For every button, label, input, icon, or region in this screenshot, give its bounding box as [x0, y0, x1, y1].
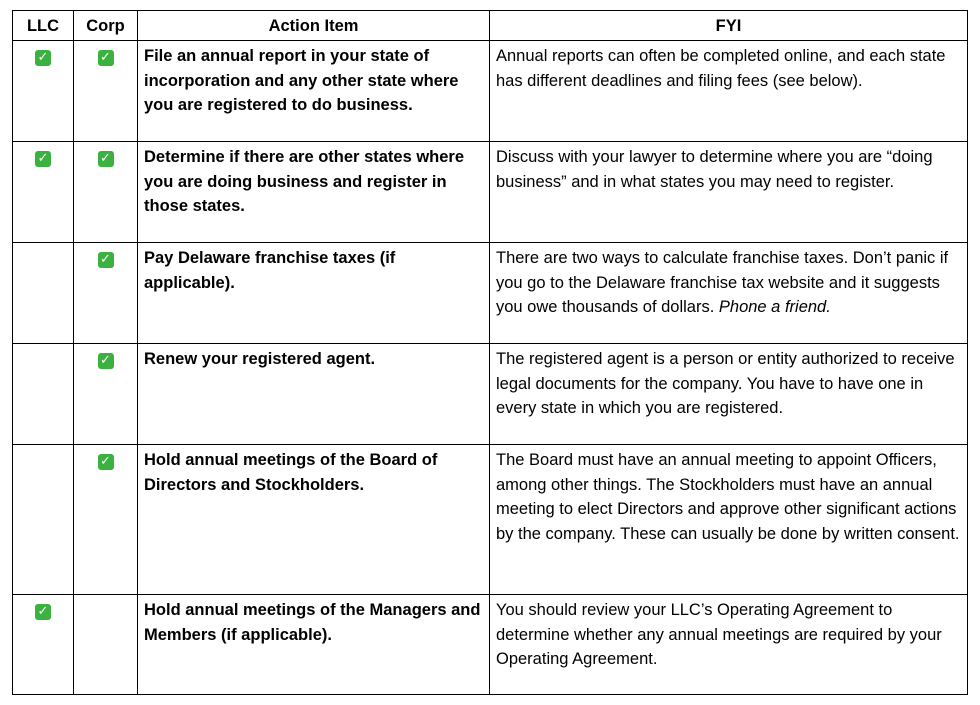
check-mark-icon: ✓: [35, 151, 51, 167]
corp-check-cell: [74, 142, 138, 243]
fyi-cell: [490, 595, 968, 695]
llc-check-cell: [13, 41, 74, 142]
table-row: [13, 445, 968, 595]
table-row: [13, 41, 968, 142]
check-mark-icon: ✓: [35, 50, 51, 66]
header-llc: LLC: [13, 11, 74, 41]
fyi-cell: [490, 445, 968, 595]
action-item-cell: Renew your registered agent.: [138, 344, 490, 445]
action-item-cell: Hold annual meetings of the Board of Directors and Stockholders.: [138, 445, 490, 595]
fyi-cell: [490, 41, 968, 142]
fyi-text: Annual reports can often be completed online, and each state has different deadlines and filing fees (see below).: [496, 47, 946, 90]
action-item-cell: Determine if there are other states where you are doing business and register in those states.: [138, 142, 490, 243]
llc-check-cell: [13, 595, 74, 695]
llc-check-cell: [13, 243, 74, 344]
table-row: [13, 142, 968, 243]
table-row: [13, 595, 968, 695]
table-header-row: [13, 11, 968, 41]
check-mark-icon: ✓: [98, 454, 114, 470]
compliance-checklist-table: [12, 10, 968, 695]
fyi-cell: [490, 142, 968, 243]
table-body: [13, 41, 968, 695]
fyi-cell: [490, 243, 968, 344]
llc-check-cell: [13, 142, 74, 243]
fyi-text: You should review your LLC’s Operating Agreement to determine whether any annual meetings are required by your Operating Agreement.: [496, 601, 942, 668]
action-item-cell: File an annual report in your state of incorporation and any other state where you are registered to do business.: [138, 41, 490, 142]
check-mark-icon: ✓: [35, 604, 51, 620]
check-mark-icon: ✓: [98, 50, 114, 66]
llc-check-cell: [13, 344, 74, 445]
fyi-italic-text: Phone a friend.: [718, 298, 831, 316]
fyi-text: The registered agent is a person or entity authorized to receive legal documents for the company. You have to have one in every state in which you are registered.: [496, 350, 955, 417]
fyi-text: There are two ways to calculate franchise taxes. Don’t panic if you go to the Delaware franchise tax website and it suggests you owe thousands of dollars.: [496, 249, 949, 316]
check-mark-icon: ✓: [98, 151, 114, 167]
corp-check-cell: [74, 41, 138, 142]
action-item-cell: Hold annual meetings of the Managers and Members (if applicable).: [138, 595, 490, 695]
corp-check-cell: [74, 243, 138, 344]
header-action-item: Action Item: [138, 11, 490, 41]
corp-check-cell: [74, 344, 138, 445]
fyi-text: Discuss with your lawyer to determine where you are “doing business” and in what states you may need to register.: [496, 148, 933, 191]
corp-check-cell: [74, 445, 138, 595]
fyi-text: The Board must have an annual meeting to appoint Officers, among other things. The Stockholders must have an annual meeting to elect Directors and approve other significant actions by the company. These can usually be done by written consent.: [496, 451, 960, 543]
header-corp: Corp: [74, 11, 138, 41]
table-row: [13, 243, 968, 344]
check-mark-icon: ✓: [98, 252, 114, 268]
llc-check-cell: [13, 445, 74, 595]
fyi-cell: [490, 344, 968, 445]
corp-check-cell: [74, 595, 138, 695]
table-row: [13, 344, 968, 445]
check-mark-icon: ✓: [98, 353, 114, 369]
action-item-cell: Pay Delaware franchise taxes (if applicable).: [138, 243, 490, 344]
header-fyi: FYI: [490, 11, 968, 41]
